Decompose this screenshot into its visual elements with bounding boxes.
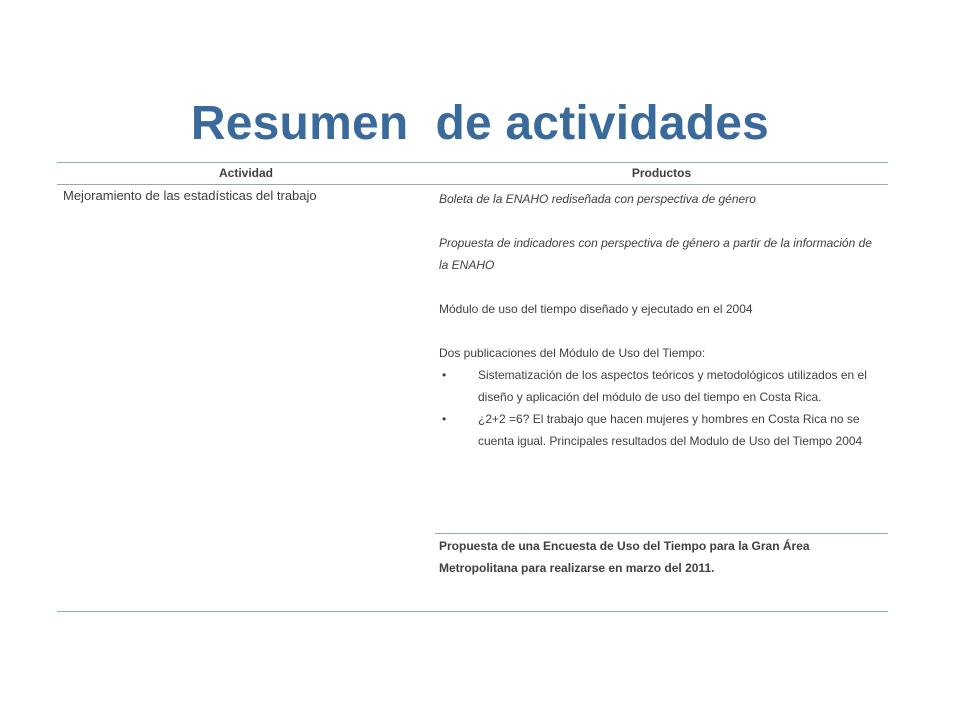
publications-list <box>439 364 879 452</box>
product-divider <box>435 533 888 534</box>
table-header-rule <box>57 184 888 185</box>
product-publicaciones-intro: Dos publicaciones del Módulo de Uso del Tiempo: <box>439 346 706 360</box>
table-bottom-rule <box>57 611 888 612</box>
product-indicadores: Propuesta de indicadores con perspectiva de género a partir de la información de la ENAHO <box>439 236 872 272</box>
publication-2: ¿2+2 =6? El trabajo que hacen mujeres y hombres en Costa Rica no se cuenta igual. Principales resultados del Modulo de Uso del Tiempo 2004 <box>478 412 863 448</box>
slide-title: Resumen de actividades <box>190 97 770 151</box>
products-cell <box>439 188 879 452</box>
list-item <box>439 408 879 452</box>
bullet-icon: • <box>442 368 447 382</box>
bullet-icon: • <box>442 412 447 426</box>
list-item <box>439 364 879 408</box>
product-boleta: Boleta de la ENAHO rediseñada con perspectiva de género <box>439 192 756 206</box>
publication-1: Sistematización de los aspectos teóricos y metodológicos utilizados en el diseño y aplicación del módulo de uso del tiempo en Costa Rica. <box>478 368 867 404</box>
header-productos: Productos <box>631 166 692 180</box>
product-encuesta: Propuesta de una Encuesta de Uso del Tiempo para la Gran Área Metropolitana para realizarse en marzo del 2011. <box>439 539 810 575</box>
product-modulo: Módulo de uso del tiempo diseñado y ejecutado en el 2004 <box>439 302 753 316</box>
activity-cell: Mejoramiento de las estadísticas del trabajo <box>63 188 317 203</box>
table-top-rule <box>57 162 888 163</box>
activities-table <box>57 162 888 612</box>
header-actividad: Actividad <box>218 166 273 180</box>
